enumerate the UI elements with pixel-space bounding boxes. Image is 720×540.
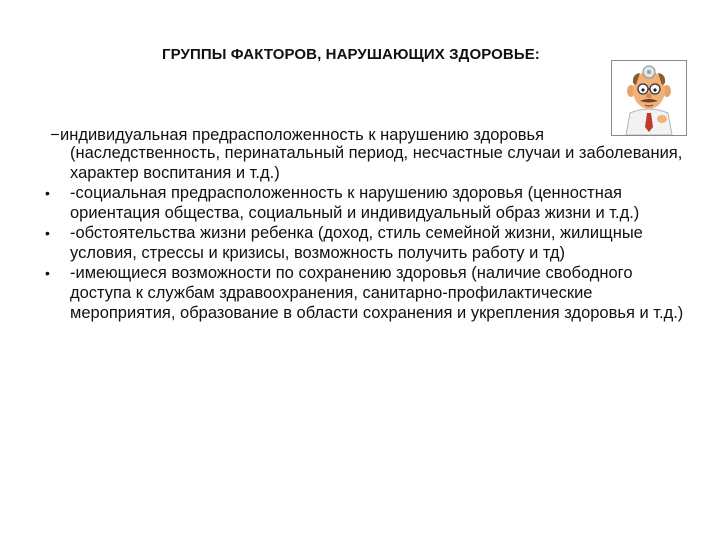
- doctor-cartoon-icon: [611, 60, 687, 136]
- bullet-list: [45, 183, 695, 323]
- list-item-text: -социальная предрасположенность к нарушению здоровья (ценностная ориентация общества, социальный и индивидуальный образ жизни и т.д.): [70, 184, 640, 222]
- bullet-dot: •: [45, 265, 50, 281]
- list-item-text: -обстоятельства жизни ребенка (доход, стиль семейной жизни, жилищные условия, стрессы и кризисы, возможность получить работу и тд): [70, 224, 643, 262]
- list-item-text: -имеющиеся возможности по сохранению здоровья (наличие свободного доступа к службам здравоохранения, санитарно-профилактические мероприятия, образование в области сохранения и укрепления здоровья и т.д.): [70, 264, 684, 322]
- list-item: [45, 183, 695, 223]
- body-text: [45, 143, 695, 323]
- first-item-text: индивидуальная предрасположенность к нарушению здоровья: [60, 126, 545, 144]
- dash-marker: −: [50, 126, 60, 144]
- bullet-dot: •: [45, 225, 50, 241]
- list-item: [45, 263, 695, 323]
- slide-title: ГРУППЫ ФАКТОРОВ, НАРУШАЮЩИХ ЗДОРОВЬЕ:: [162, 46, 540, 63]
- first-item-continuation: (наследственность, перинатальный период, несчастные случаи и заболевания, характер воспитания и т.д.): [70, 144, 683, 182]
- bullet-dot: •: [45, 185, 50, 201]
- list-item: [45, 223, 695, 263]
